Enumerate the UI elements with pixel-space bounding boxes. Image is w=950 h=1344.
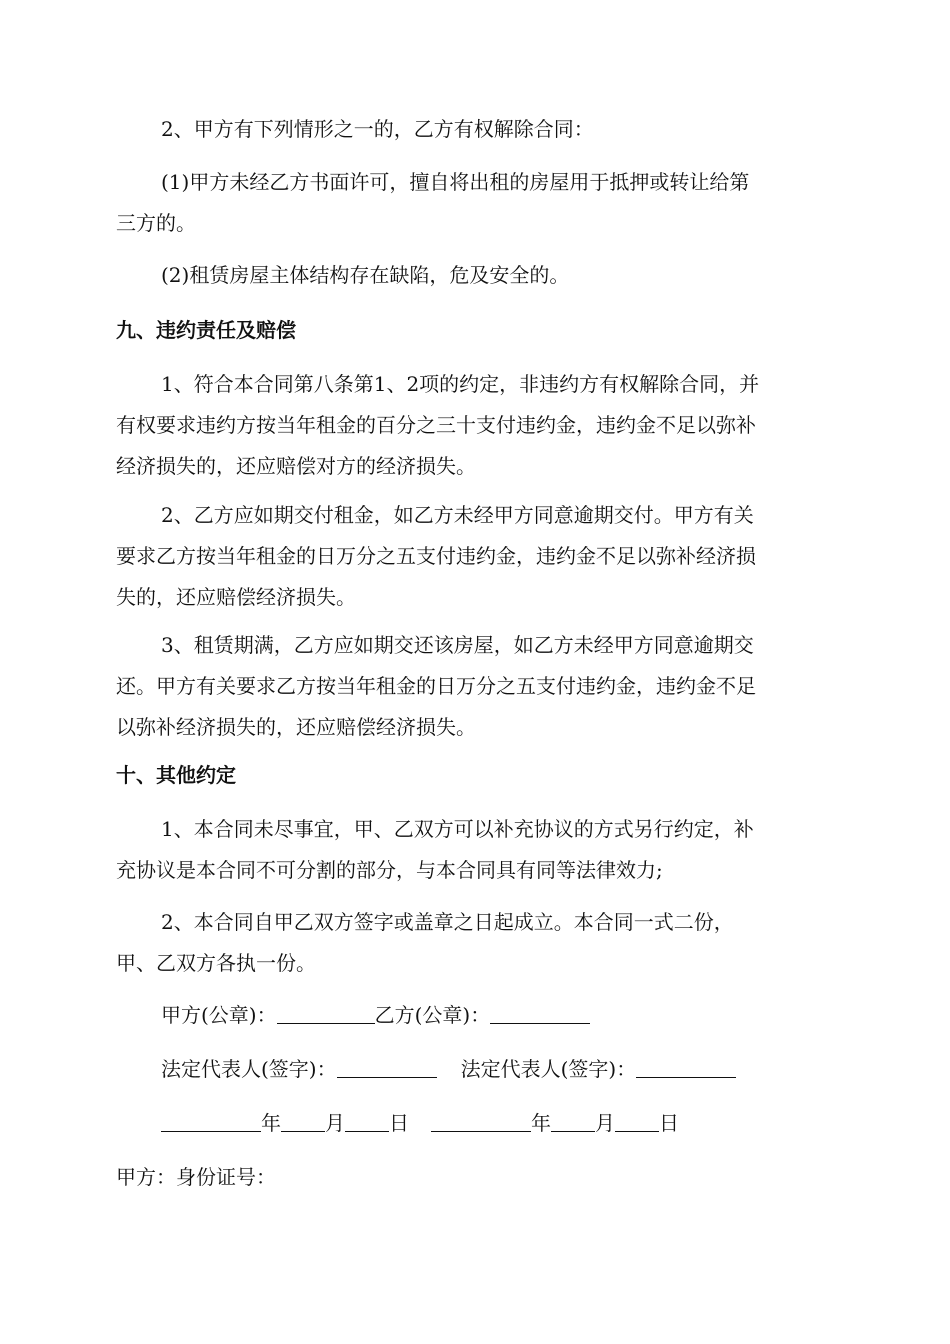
section9-heading: 九、违约责任及赔偿 [116,318,296,342]
representative-row [161,1049,736,1090]
text-line: 1、本合同未尽事宜，甲、乙双方可以补充协议的方式另行约定，补 [161,817,754,841]
party-b-rep-blank[interactable] [636,1057,736,1078]
section9-item2 [116,495,836,618]
party-b-seal-label: 乙方(公章)： [374,1003,491,1027]
text-line: 还。甲方有关要求乙方按当年租金的日万分之五支付违约金，违约金不足 [116,674,756,698]
day-label: 日 [389,1111,409,1135]
seal-row [161,995,590,1036]
text-line: 3、租赁期满，乙方应如期交还该房屋，如乙方未经甲方同意逾期交 [161,633,754,657]
day-label: 日 [659,1111,679,1135]
section9-item3 [116,625,836,748]
section10-item1 [116,809,836,891]
text-line: 以弥补经济损失的，还应赔偿经济损失。 [116,715,476,739]
party-a-id-line [116,1157,836,1198]
text-line: 失的，还应赔偿经济损失。 [116,585,356,609]
party-a-month-blank[interactable] [281,1111,325,1132]
text-line: 有权要求违约方按当年租金的百分之三十支付违约金，违约金不足以弥补 [116,413,756,437]
year-label: 年 [261,1111,281,1135]
text-line: 甲、乙双方各执一份。 [116,951,316,975]
text-line: (1)甲方未经乙方书面许可，擅自将出租的房屋用于抵押或转让给第 [161,170,750,194]
section10-heading: 十、其他约定 [116,763,236,787]
text-line: 2、本合同自甲乙双方签字或盖章之日起成立。本合同一式二份， [161,910,734,934]
text-line: 充协议是本合同不可分割的部分，与本合同具有同等法律效力; [116,858,663,882]
text-line: 要求乙方按当年租金的日万分之五支付违约金，违约金不足以弥补经济损 [116,544,756,568]
text-line: 三方的。 [116,211,196,235]
party-b-year-blank[interactable] [431,1111,531,1132]
date-row [161,1103,679,1144]
party-b-day-blank[interactable] [615,1111,659,1132]
party-a-seal-blank[interactable] [277,1003,375,1024]
text-line: 经济损失的，还应赔偿对方的经济损失。 [116,454,476,478]
text-line: 2、乙方应如期交付租金，如乙方未经甲方同意逾期交付。甲方有关 [161,503,754,527]
party-b-rep-label: 法定代表人(签字)： [460,1057,637,1081]
section8-sub1 [116,162,836,244]
section8-sub2 [116,255,836,296]
text-line: (2)租赁房屋主体结构存在缺陷，危及安全的。 [161,263,570,287]
party-a-year-blank[interactable] [161,1111,261,1132]
text-line: 1、符合本合同第八条第1、2项的约定，非违约方有权解除合同，并 [161,372,760,396]
party-a-seal-label: 甲方(公章)： [161,1003,277,1027]
text-line: 2、甲方有下列情形之一的，乙方有权解除合同： [161,117,594,141]
party-b-month-blank[interactable] [551,1111,595,1132]
section10-item2 [116,902,836,984]
party-a-day-blank[interactable] [345,1111,389,1132]
section8-item2 [116,109,836,150]
party-a-rep-label: 法定代表人(签字)： [161,1057,337,1081]
party-b-seal-blank[interactable] [490,1003,590,1024]
section9-item1 [116,364,836,487]
year-label: 年 [531,1111,551,1135]
month-label: 月 [325,1111,345,1135]
text-line: 甲方：身份证号： [116,1165,276,1189]
month-label: 月 [595,1111,615,1135]
party-a-rep-blank[interactable] [337,1057,437,1078]
